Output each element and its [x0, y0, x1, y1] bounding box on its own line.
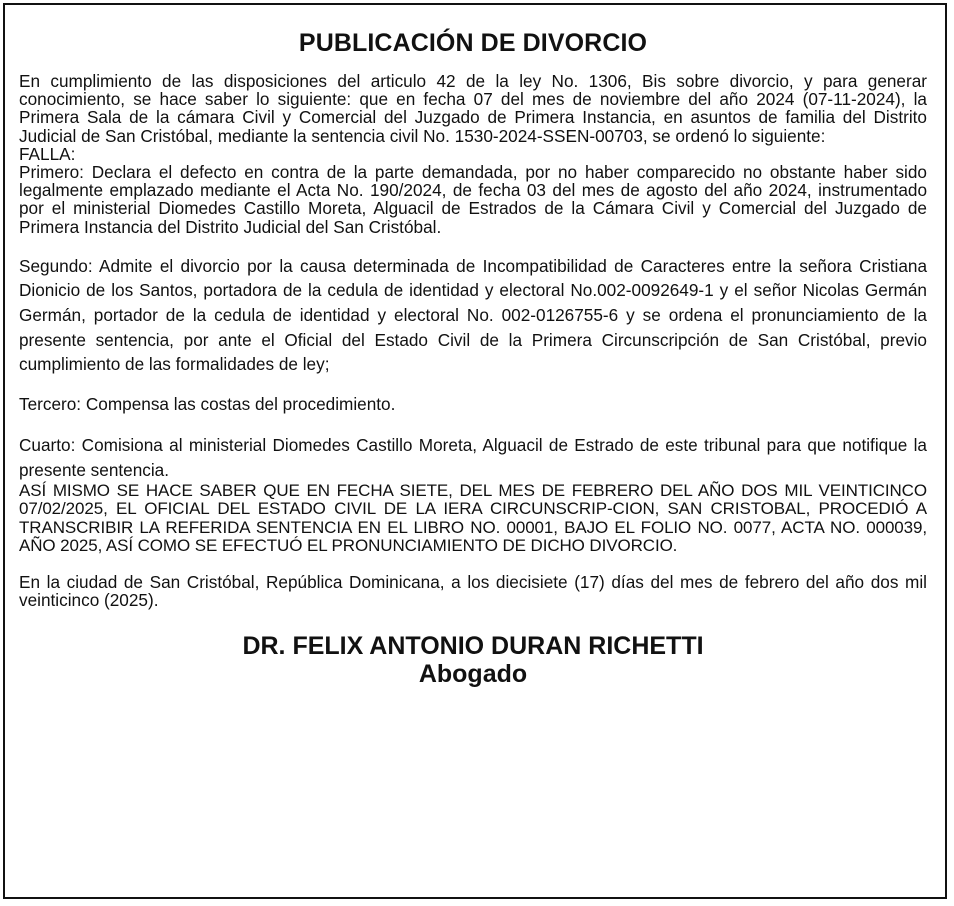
segundo-paragraph: Segundo: Admite el divorcio por la causa determinada de Incompatibilidad de Caracteres entre la señora Cristiana Dionicio de los Santos, portadora de la cedula de identidad y electoral No.002-0092649-1 y el señor Nicolas Germán Germán, portador de la cedula de identidad y electoral No. 002-0126755-6 y se ordena el pronunciamiento de la presente sentencia, por ante el Oficial del Estado Civil de la Primera Circunscripción de San Cristóbal, previo cumplimiento de las formalidades de ley;: [19, 255, 927, 375]
signature-role: Abogado: [418, 660, 528, 689]
spacer: [19, 377, 927, 395]
intro-paragraph: En cumplimiento de las disposiciones del articulo 42 de la ley No. 1306, Bis sobre divorcio, y para generar conocimiento, se hace saber lo siguiente: que en fecha 07 del mes de noviembre del año 2024 (07-11-2024), la Primera Sala de la cámara Civil y Comercial del Juzgado de Primera Instancia, en asuntos de familia del Distrito Judicial de San Cristóbal, mediante la sentencia civil No. 1530-2024-SSEN-00703, se ordenó lo siguiente:: [19, 71, 927, 146]
spacer: [19, 555, 927, 573]
cuarto-paragraph: Cuarto: Comisiona al ministerial Diomedes Castillo Moreta, Alguacil de Estrado de este tribunal para que notifique la presente sentencia.: [19, 435, 927, 480]
notice-title: PUBLICACIÓN DE DIVORCIO: [298, 29, 648, 57]
signature-name: DR. FELIX ANTONIO DURAN RICHETTI: [242, 632, 704, 661]
falla-heading: FALLA:: [19, 143, 76, 164]
asimismo-paragraph: ASÍ MISMO SE HACE SABER QUE EN FECHA SIETE, DEL MES DE FEBRERO DEL AÑO DOS MIL VEINTICINCO 07/02/2025, EL OFICIAL DEL ESTADO CIVIL DE LA IERA CIRCUNSCRIP-CION, SAN CRISTOBAL, PROCEDIÓ A TRANSCRIBIR LA REFERIDA SENTENCIA EN EL LIBRO NO. 00001, BAJO EL FOLIO NO. 0077, ACTA NO. 000039, AÑO 2025, ASÍ COMO SE EFECTUÓ EL PRONUNCIAMIENTO DE DICHO DIVORCIO.: [19, 481, 927, 555]
notice-body: [19, 28, 927, 688]
spacer: [19, 236, 927, 254]
primero-paragraph: Primero: Declara el defecto en contra de la parte demandada, por no haber comparecido no obstante haber sido legalmente emplazado mediante el Acta No. 190/2024, de fecha 03 del mes de agosto del año 2024, instrumentado por el ministerial Diomedes Castillo Moreta, Alguacil de Estrados de la Cámara Civil y Comercial del Juzgado de Primera Instancia del Distrito Judicial del San Cristóbal.: [19, 162, 927, 237]
tercero-paragraph: Tercero: Compensa las costas del procedimiento.: [19, 393, 396, 414]
spacer: [19, 413, 927, 433]
closing-paragraph: En la ciudad de San Cristóbal, República Dominicana, a los diecisiete (17) días del mes de febrero del año dos mil veinticinco (2025).: [19, 572, 927, 611]
